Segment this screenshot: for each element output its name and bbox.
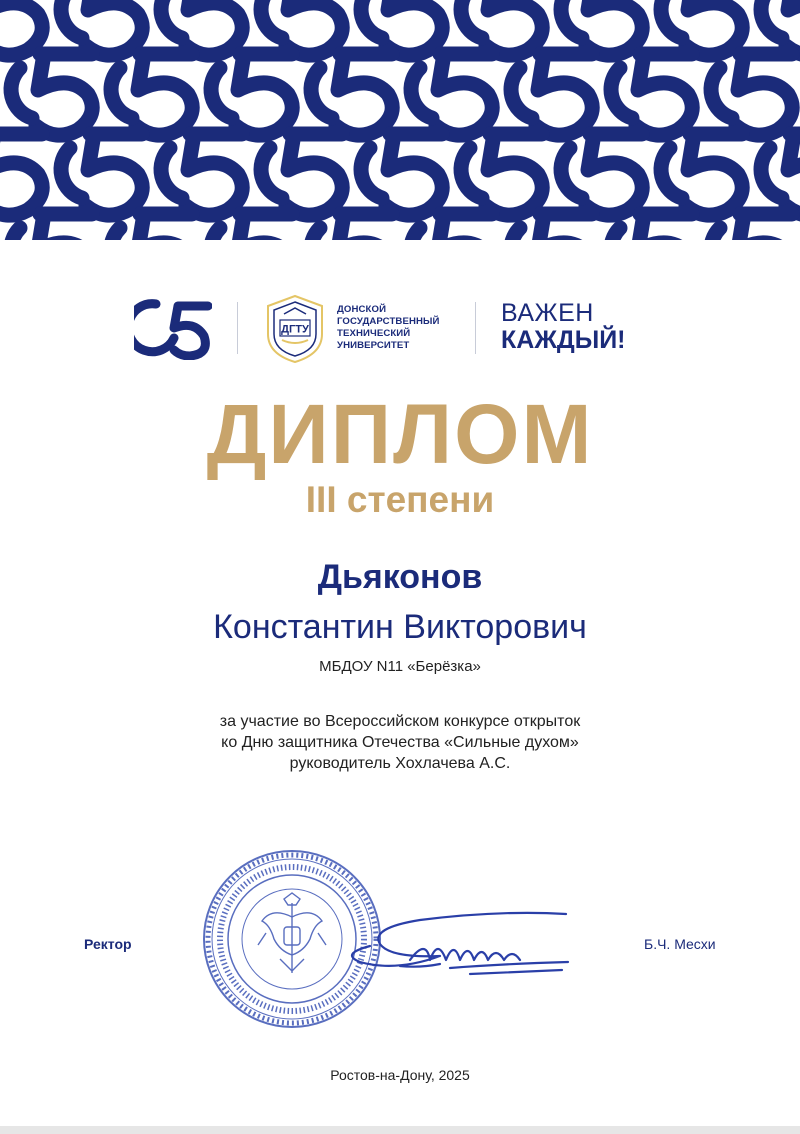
pattern-five-glyph — [461, 134, 542, 215]
recipient-organization: МБДОУ N11 «Берёзка» — [319, 658, 481, 675]
rector-signature-icon — [300, 902, 600, 992]
slogan-line-1: ВАЖЕН — [501, 299, 594, 327]
decorative-55-pattern — [0, 0, 800, 240]
diploma-title: ДИПЛОМ — [206, 387, 594, 481]
pattern-five-glyph — [511, 54, 592, 135]
pattern-five-glyph — [361, 134, 442, 215]
pattern-five-glyph — [211, 54, 292, 135]
university-name-line: ГОСУДАРСТВЕННЫЙ — [337, 316, 440, 327]
university-name-line: ТЕХНИЧЕСКИЙ — [337, 328, 411, 339]
logo-divider — [237, 302, 238, 354]
dstu-emblem-icon — [262, 294, 328, 364]
pattern-five-glyph — [661, 134, 742, 215]
logo-divider — [475, 302, 476, 354]
description-line: ко Дню защитника Отечества «Сильные духом» — [221, 734, 579, 751]
university-name-line: ДОНСКОЙ — [337, 304, 387, 315]
diploma-degree: III степени — [305, 479, 495, 520]
pattern-five-glyph — [261, 134, 342, 215]
pattern-graphic — [0, 0, 800, 240]
pattern-five-glyph — [161, 134, 242, 215]
slogan-line-2: КАЖДЫЙ! — [501, 326, 626, 354]
description-line: руководитель Хохлачева А.С. — [289, 755, 511, 772]
award-description — [0, 711, 800, 774]
pattern-five-glyph — [61, 134, 142, 215]
signer-role: Ректор — [84, 936, 132, 952]
logo-row — [0, 292, 800, 368]
anniversary-55-logo-icon — [134, 298, 212, 360]
pattern-five-glyph — [411, 54, 492, 135]
signer-name: Б.Ч. Месхи — [644, 936, 716, 952]
recipient-surname: Дьяконов — [317, 558, 483, 596]
university-name-line: УНИВЕРСИТЕТ — [337, 340, 410, 351]
bottom-edge — [0, 1126, 800, 1134]
pattern-five-glyph — [0, 134, 42, 215]
pattern-five-glyph — [311, 54, 392, 135]
pattern-five-glyph — [111, 54, 192, 135]
pattern-five-glyph — [11, 54, 92, 135]
slogan — [501, 300, 626, 354]
place-and-year: Ростов-на-Дону, 2025 — [330, 1067, 470, 1083]
pattern-five-glyph — [711, 54, 792, 135]
pattern-five-glyph — [561, 134, 642, 215]
university-name — [337, 304, 467, 352]
pattern-five-glyph — [611, 54, 692, 135]
emblem-text: ДГТУ — [281, 323, 309, 336]
pattern-five-glyph — [761, 134, 800, 215]
pattern-five-glyph — [0, 0, 42, 55]
description-line: за участие во Всероссийском конкурсе открыток — [219, 713, 581, 730]
recipient-name: Константин Викторович — [213, 608, 587, 646]
